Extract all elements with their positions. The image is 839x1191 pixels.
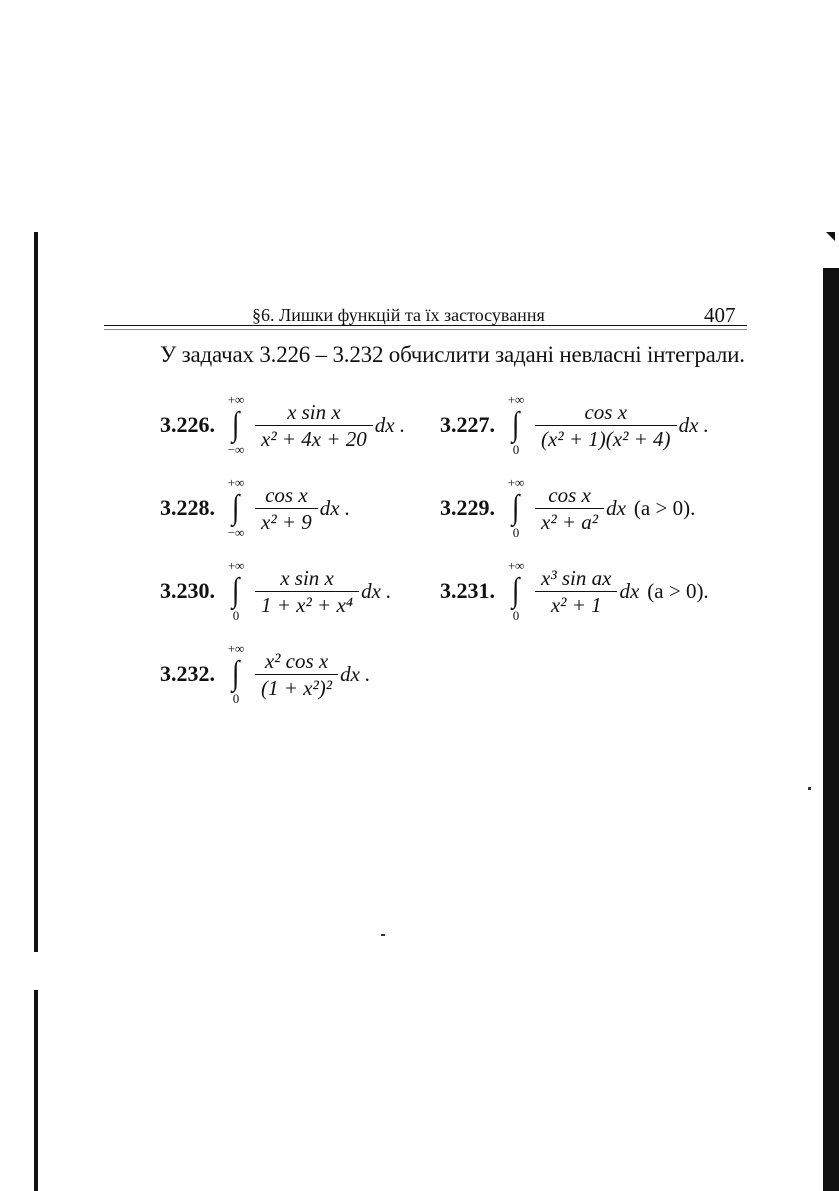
upper-limit: +∞ — [227, 392, 245, 407]
lower-limit: −∞ — [227, 525, 245, 540]
fraction — [255, 482, 318, 535]
fraction — [535, 399, 677, 452]
numerator: cos x — [265, 482, 308, 507]
denominator: (x² + 1)(x² + 4) — [541, 426, 671, 451]
problem-3-228 — [160, 476, 358, 540]
lower-limit: 0 — [512, 525, 520, 540]
problem-number: 3.229. — [440, 495, 495, 520]
problem-3-232 — [160, 642, 378, 706]
numerator: x sin x — [287, 399, 341, 424]
numerator: x² cos x — [264, 648, 329, 673]
scan-edge-right — [823, 268, 839, 1191]
denominator: (1 + x²)² — [261, 675, 333, 700]
problem-3-226 — [160, 393, 413, 457]
denominator: 1 + x² + x⁴ — [261, 592, 354, 617]
differential: dx . — [361, 578, 392, 603]
numerator: cos x — [584, 399, 628, 424]
denominator: x² + 9 — [261, 509, 312, 534]
scan-speck — [808, 787, 811, 790]
scan-edge-left — [34, 232, 38, 952]
condition: (a > 0). — [633, 495, 696, 520]
lower-limit: 0 — [232, 608, 240, 623]
header-rule-secondary — [104, 329, 747, 330]
upper-limit: +∞ — [227, 475, 245, 490]
integral-symbol: ∫ — [512, 572, 520, 609]
problem-3-230 — [160, 559, 399, 623]
differential: dx . — [374, 412, 406, 437]
upper-limit: +∞ — [507, 392, 525, 407]
scan-speck — [381, 934, 385, 936]
denominator: x² + 4x + 20 — [261, 426, 367, 451]
problem-number: 3.230. — [160, 578, 215, 603]
numerator: x sin x — [280, 565, 334, 590]
integral-sign — [505, 476, 527, 540]
header-rule — [104, 325, 747, 326]
integral-sign — [505, 393, 527, 457]
denominator: x² + 1 — [550, 592, 602, 617]
upper-limit: +∞ — [507, 475, 525, 490]
integral-symbol: ∫ — [512, 489, 520, 526]
differential: dx . — [678, 412, 709, 437]
problem-number: 3.228. — [160, 495, 215, 520]
integral-symbol: ∫ — [232, 406, 240, 443]
problem-number: 3.227. — [440, 412, 495, 437]
integral-symbol: ∫ — [232, 655, 240, 692]
integral-sign — [225, 559, 247, 623]
integral-sign — [225, 642, 247, 706]
problem-3-229 — [440, 476, 695, 540]
differential: dx — [606, 495, 626, 520]
numerator: cos x — [548, 482, 591, 507]
lower-limit: 0 — [232, 691, 240, 706]
lower-limit: 0 — [512, 442, 520, 457]
differential: dx . — [319, 495, 351, 520]
fraction — [255, 399, 373, 452]
fraction — [535, 482, 604, 535]
lower-limit: 0 — [512, 608, 520, 623]
scan-corner-mark — [826, 232, 835, 241]
running-header-title: §6. Лишки функцій та їх застосування — [252, 305, 545, 325]
problem-3-227 — [440, 393, 717, 457]
problem-3-231 — [440, 559, 709, 623]
problem-number: 3.232. — [160, 661, 215, 686]
page-number: 407 — [704, 303, 736, 327]
problem-number: 3.226. — [160, 412, 215, 437]
fraction — [255, 648, 338, 701]
integral-sign — [505, 559, 527, 623]
numerator: x³ sin ax — [541, 565, 612, 590]
fraction — [255, 565, 359, 618]
integral-symbol: ∫ — [232, 489, 240, 526]
denominator: x² + a² — [541, 509, 599, 534]
intro-text: У задачах 3.226 – 3.232 обчислити задані невласні інтеграли. — [160, 342, 745, 367]
condition: (a > 0). — [647, 578, 709, 603]
scan-edge-left-lower — [34, 990, 38, 1191]
upper-limit: +∞ — [227, 641, 245, 656]
integral-symbol: ∫ — [232, 572, 240, 609]
lower-limit: −∞ — [227, 442, 245, 457]
differential: dx . — [340, 661, 371, 686]
integral-sign — [225, 393, 247, 457]
upper-limit: +∞ — [507, 558, 525, 573]
integral-symbol: ∫ — [512, 406, 520, 443]
upper-limit: +∞ — [227, 558, 245, 573]
fraction — [535, 565, 617, 618]
problem-number: 3.231. — [440, 578, 495, 603]
integral-sign — [225, 476, 247, 540]
differential: dx — [619, 578, 640, 603]
